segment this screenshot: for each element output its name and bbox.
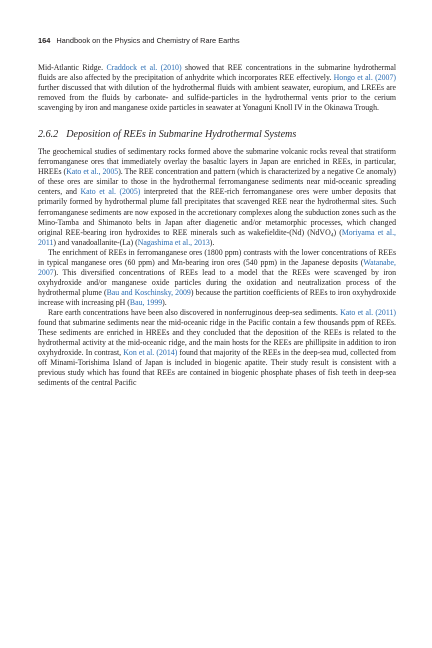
text: ) because the partition coefficients of REEs to iron oxyhydroxide increase with increasing pH ( — [38, 287, 397, 307]
citation-link[interactable]: Moriyama et al., 2011 — [38, 227, 396, 247]
text: Rare earth concentrations have been also discovered in nonferruginous deep-sea sediments. — [48, 307, 341, 317]
page — [38, 36, 396, 388]
citation-link[interactable]: Kato et al. (2005) — [80, 187, 141, 197]
section-number: 2.6.2 — [38, 129, 59, 141]
text: further discussed that with dilution of the hydrothermal fluids with ambient seawater, europium, and LREEs are removed from the fluids by carbonate- and sulfide-particles in the hydrothermal vents prior to the cerium scavenging by iron and manganese oxide particles in seawater at Yonaguni Knoll IV in the Okinawa Trough. — [38, 83, 396, 113]
citation-link[interactable]: Nagashima et al., 2013 — [137, 237, 210, 247]
subscript: 4 — [330, 232, 334, 239]
citation-link[interactable]: Craddock et al. (2010) — [106, 63, 182, 72]
citation-link[interactable]: Kon et al. (2014) — [123, 348, 178, 358]
text: interpreted that the REE-rich ferromanganese ores were umber deposits that primarily formed by hydrothermal plume fall precipitates that scavenged REE near the hydrothermal sites. Such ferromanganese sediments are now exposed in the accretionary complexes along the subduction zones such as the Mino-Tamba and Shimanoto belts in Japan after diagenetic and/or metamorphic processes, which changed original REE-bearing iron hydroxides to REE minerals such as wakefieldite-(Nd) (NdVO — [38, 187, 397, 237]
text: ) and vanadoallanite-(La) ( — [53, 237, 138, 247]
citation-link[interactable]: Kato et al. (2011) — [340, 307, 396, 317]
citation-link[interactable]: Watanabe, 2007 — [38, 257, 396, 277]
paragraph-4 — [38, 308, 396, 388]
text: The enrichment of REEs in ferromanganese ores (1800 ppm) contrasts with the lower concentrations of REEs in typical manganese ores (60 ppm) and Mn-bearing iron ores (540 ppm) in the Japanese deposits ( — [38, 247, 396, 267]
page-number: 164 — [38, 36, 51, 45]
text: Mid-Atlantic Ridge. — [38, 63, 107, 72]
text: ) ( — [333, 227, 342, 237]
text: found that majority of the REEs in the deep-sea mud, collected from off Minami-Torishima Island of Japan is included in biogenic apatite. Their study result is consistent with a previous study which has found that REEs are contained in biogenic phosphate phases of fish teeth in deep-sea sediments of the central Pacific — [38, 348, 396, 388]
text: showed that REE concentrations in the submarine hydrothermal fluids are also affected by the precipitation of anhydrite which incorporates REE effectively. — [38, 63, 397, 83]
text: ). This diversified concentrations of REEs lead to a model that the REEs were scavenged by iron oxyhydroxide and/or manganese oxide particles during the oxidation and neutralization process of the hydrothermal plume ( — [38, 267, 396, 297]
running-title: Handbook on the Physics and Chemistry of Rare Earths — [56, 36, 240, 45]
text: ). — [162, 297, 167, 307]
text: found that submarine sediments near the mid-oceanic ridge in the Pacific contain a few thousands ppm of REEs. These sediments are enriched in HREEs and they concluded that the deposition of the REEs is related to the hydrothermal activity at the mid-oceanic ridge, and the main hosts for the REEs are phillipsite in addition to iron oxyhydroxide. In contrast, — [38, 318, 396, 358]
paragraph-2 — [38, 147, 396, 247]
text: ). — [209, 237, 215, 247]
citation-link[interactable]: Kato et al., 2005 — [66, 167, 119, 177]
section-heading — [38, 129, 396, 141]
text: ). The REE concentration and pattern (which is characterized by a negative Ce anomaly) of these ores are similar to those in the hydrothermal ferromanganese sediments near mid-oceanic spreading centers, and — [38, 167, 396, 197]
paragraph-1 — [38, 63, 396, 113]
citation-link[interactable]: Bau and Koschinsky, 2009 — [106, 287, 191, 297]
citation-link[interactable]: Bau, 1999 — [129, 297, 163, 307]
section-title: Deposition of REEs in Submarine Hydrothermal Systems — [66, 129, 297, 141]
citation-link[interactable]: Hongo et al. (2007) — [333, 73, 396, 83]
paragraph-3 — [38, 248, 396, 308]
text: The geochemical studies of sedimentary rocks formed above the submarine volcanic rocks reveal that stratiform ferromanganese ores that immediately overlay the basaltic layers in Japan are enriched in REEs, in particular, HREEs ( — [38, 147, 396, 177]
running-header — [38, 36, 396, 46]
